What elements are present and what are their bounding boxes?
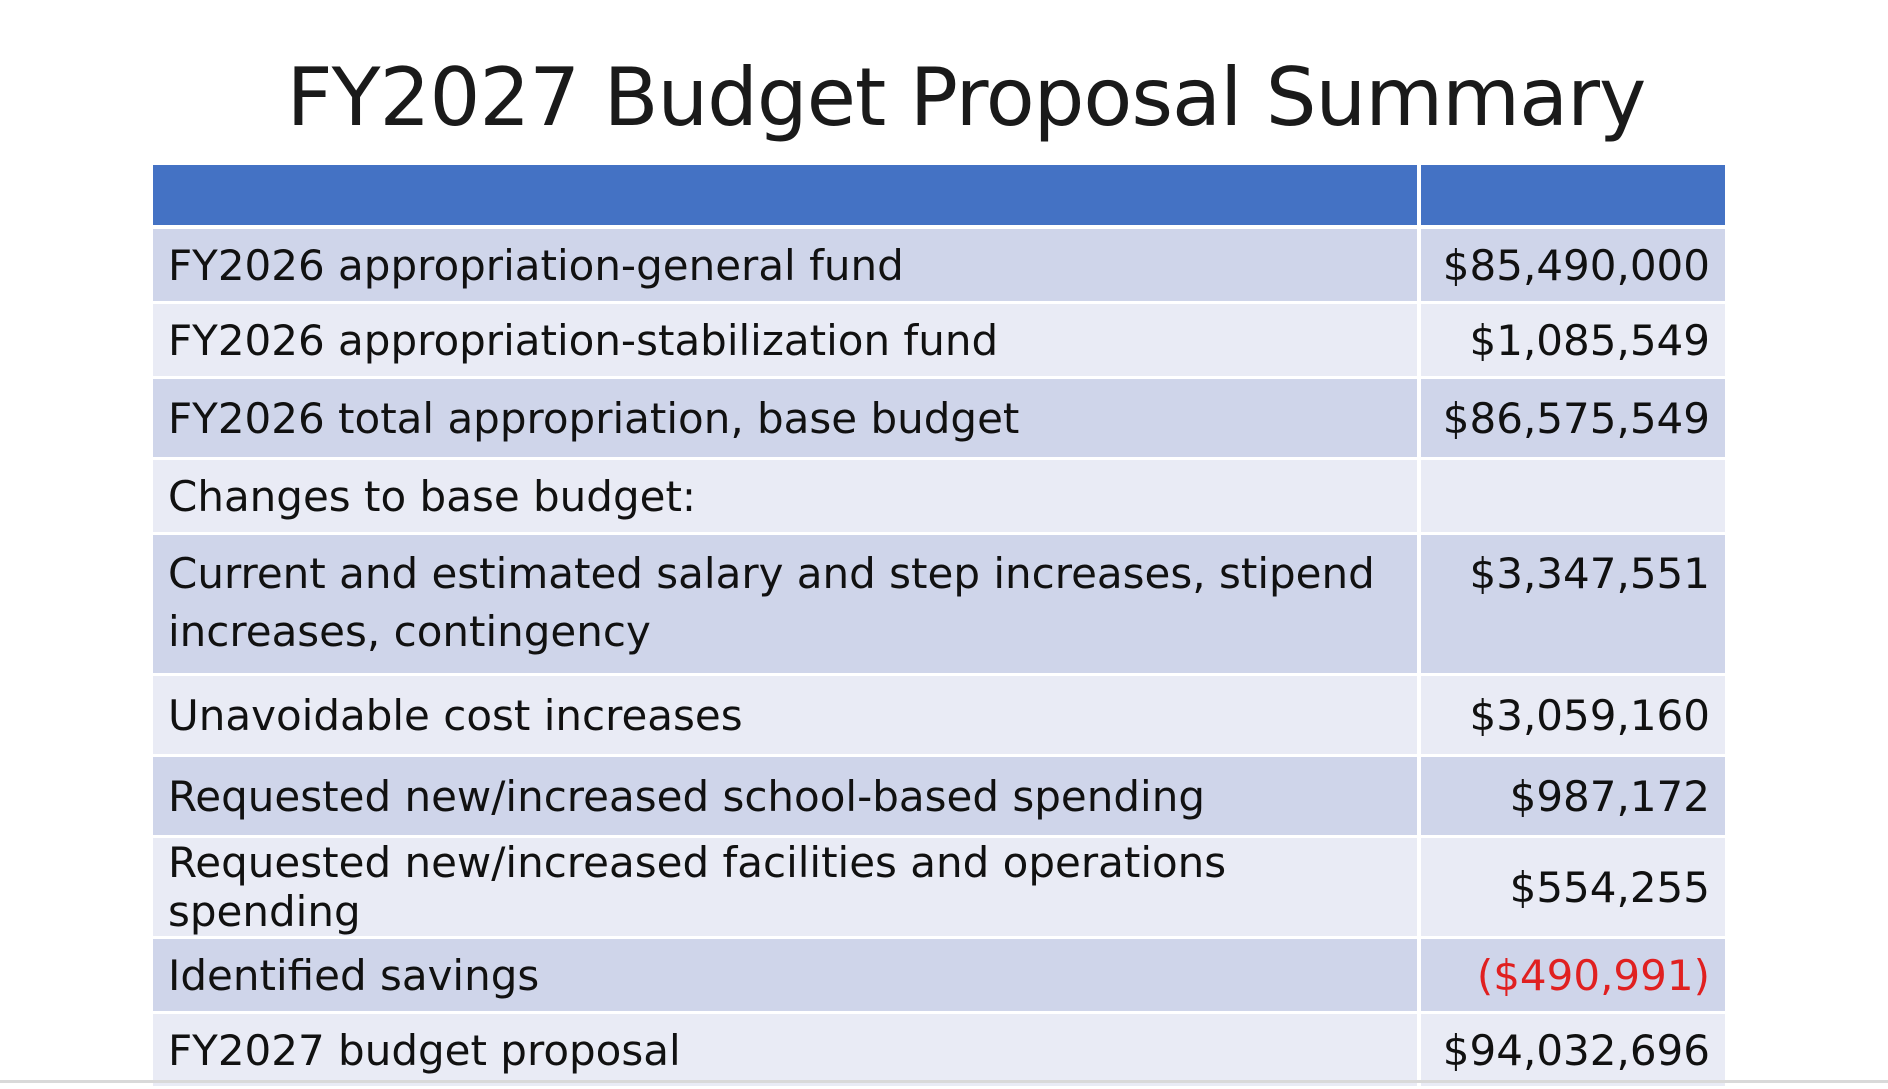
table-row <box>153 838 1725 939</box>
row-label: Current and estimated salary and step increases, stipend increases, contingency <box>153 535 1421 676</box>
table-row <box>153 535 1725 676</box>
table-row <box>153 676 1725 757</box>
row-label: Changes to base budget: <box>153 460 1421 535</box>
row-label: Requested new/increased facilities and operations spending <box>153 838 1421 939</box>
table-row <box>153 460 1725 535</box>
row-amount: $554,255 <box>1421 838 1725 939</box>
table-row <box>153 304 1725 379</box>
table-row <box>153 939 1725 1014</box>
row-label: Identified savings <box>153 939 1421 1014</box>
table-row <box>153 757 1725 838</box>
row-label: Requested new/increased school-based spending <box>153 757 1421 838</box>
table-header-row <box>153 165 1725 229</box>
header-cell-description <box>153 165 1421 229</box>
row-amount: $3,347,551 <box>1421 535 1725 676</box>
row-amount: $86,575,549 <box>1421 379 1725 460</box>
row-amount: $987,172 <box>1421 757 1725 838</box>
row-amount: $1,085,549 <box>1421 304 1725 379</box>
row-amount: $94,032,696 <box>1421 1014 1725 1089</box>
row-label: FY2027 budget proposal <box>153 1014 1421 1089</box>
row-amount <box>1421 460 1725 535</box>
row-amount-negative: ($490,991) <box>1421 939 1725 1014</box>
header-cell-amount <box>1421 165 1725 229</box>
table-row <box>153 379 1725 460</box>
budget-summary-table <box>153 165 1725 1089</box>
slide-title: FY2027 Budget Proposal Summary <box>286 51 1646 144</box>
row-label: Unavoidable cost increases <box>153 676 1421 757</box>
table-row <box>153 1014 1725 1089</box>
row-amount: $85,490,000 <box>1421 229 1725 304</box>
table-row <box>153 229 1725 304</box>
row-label: FY2026 appropriation-stabilization fund <box>153 304 1421 379</box>
row-label: FY2026 appropriation-general fund <box>153 229 1421 304</box>
row-label: FY2026 total appropriation, base budget <box>153 379 1421 460</box>
row-amount: $3,059,160 <box>1421 676 1725 757</box>
